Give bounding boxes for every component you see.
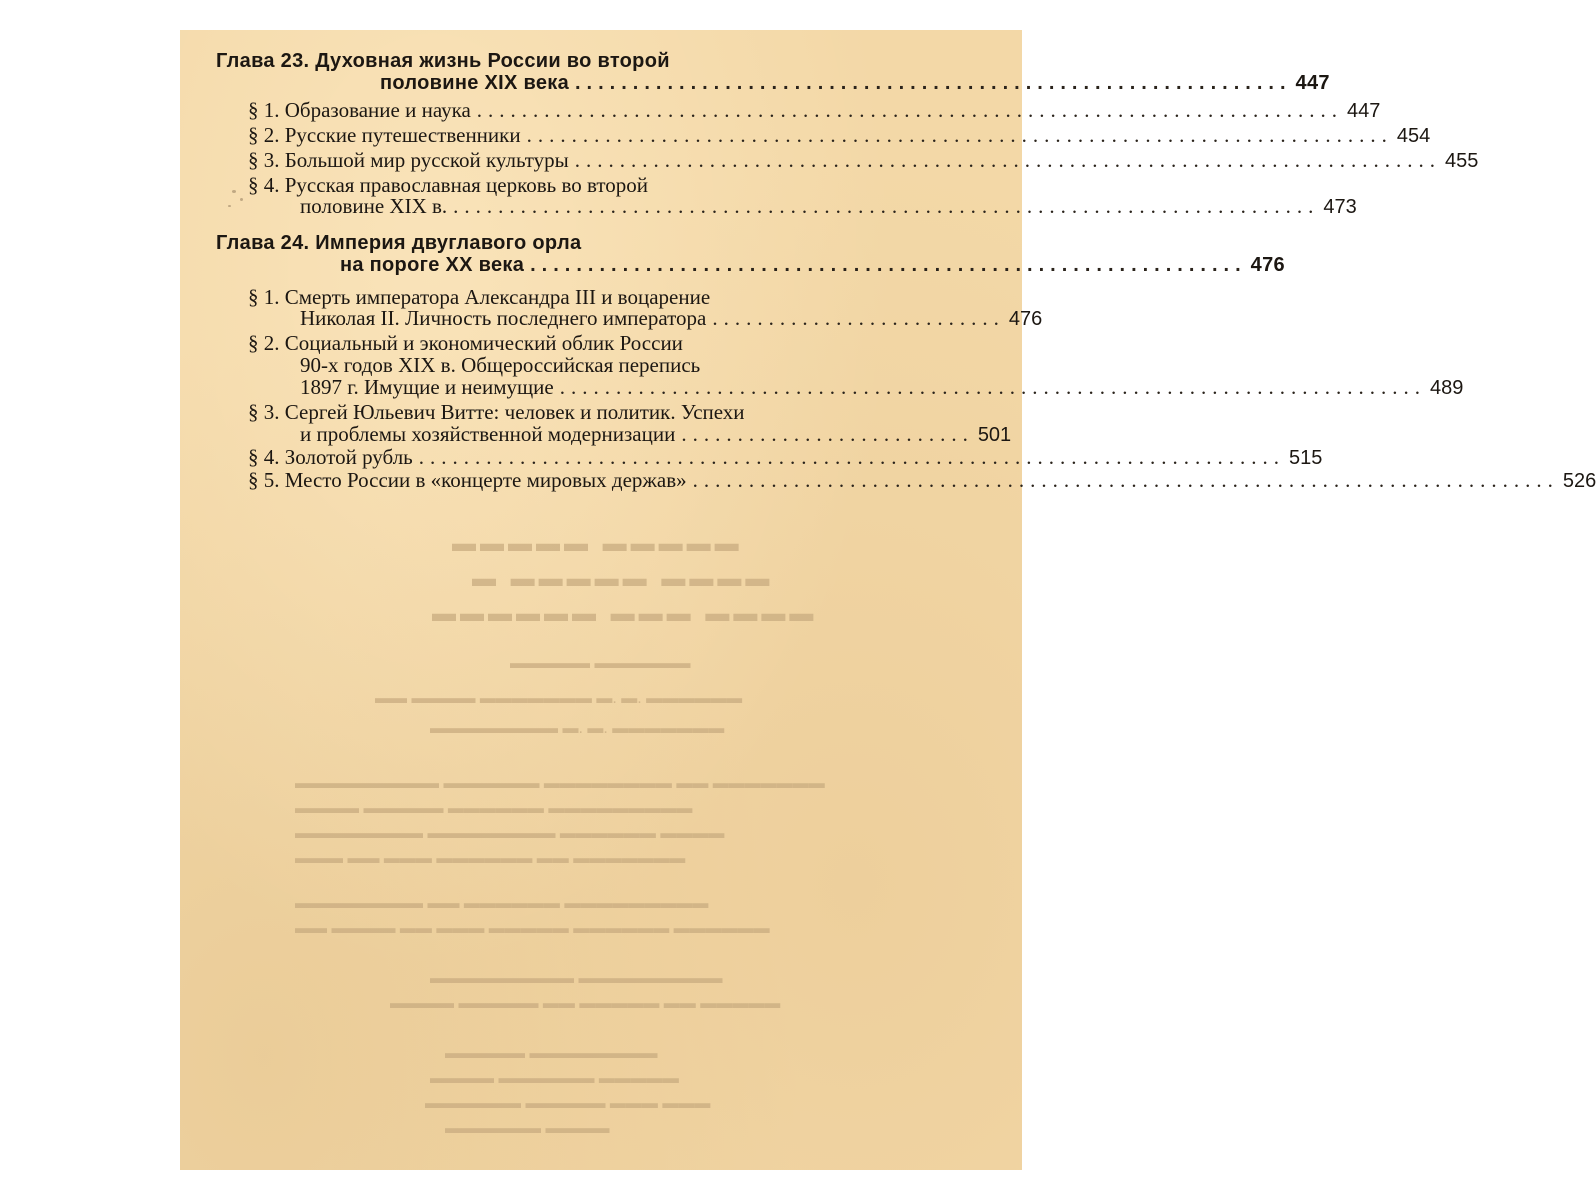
section-title-cont: Николая II. Личность последнего императора xyxy=(300,306,707,330)
chapter-23-title-line2: половине XIX века xyxy=(380,72,569,94)
section-title-cont: 1897 г. Имущие и неимущие xyxy=(300,375,554,399)
leader-dots: .............................................................. xyxy=(530,254,1247,276)
chapter-23-title-line1: Глава 23. Духовная жизнь России во второй xyxy=(216,50,670,72)
section-title: Русская православная церковь во второй xyxy=(284,173,649,197)
section-num: § 3. xyxy=(248,400,280,424)
leader-dots: ............................................................................. xyxy=(692,468,1559,492)
section-title: Сергей Юльевич Витте: человек и политик. Успехи xyxy=(284,400,745,424)
section-23-4-line2[interactable] xyxy=(300,193,1357,219)
section-23-3[interactable] xyxy=(248,147,1479,173)
leader-dots: ............................................................................. xyxy=(418,445,1285,469)
section-24-2-line3[interactable] xyxy=(300,374,1464,400)
chapter-24-entry[interactable] xyxy=(340,252,1285,278)
section-title-cont: половине XIX в. xyxy=(300,194,448,218)
section-title: Место России в «концерте мировых держав» xyxy=(284,468,687,492)
paper-speck xyxy=(232,190,236,193)
section-num: § 1. xyxy=(248,285,280,309)
section-title: Образование и наука xyxy=(284,98,471,122)
paper-speck xyxy=(240,198,243,201)
section-23-1[interactable] xyxy=(248,97,1381,123)
section-title: Большой мир русской культуры xyxy=(284,148,569,172)
page-number: 447 xyxy=(1347,100,1381,122)
section-num: § 4. xyxy=(248,173,280,197)
section-title: Смерть императора Александра III и воцарение xyxy=(284,285,711,309)
section-24-5[interactable] xyxy=(248,467,1596,493)
page-number: 454 xyxy=(1396,125,1431,147)
section-title-cont: и проблемы хозяйственной модернизации xyxy=(300,422,676,446)
page-number: 476 xyxy=(1250,254,1285,276)
page-number: 489 xyxy=(1429,377,1464,399)
leader-dots: ............................................................................. xyxy=(526,123,1393,147)
leader-dots: ............................................................................. xyxy=(559,375,1426,399)
chapter-23-entry[interactable] xyxy=(380,70,1330,96)
leader-dots: .......................... xyxy=(712,306,1005,330)
section-num: § 2. xyxy=(248,123,280,147)
page-number: 526 xyxy=(1562,470,1596,492)
leader-dots: ............................................................................. xyxy=(453,194,1320,218)
section-24-2-line2: 90-х годов XIX в. Общероссийская перепись xyxy=(300,353,701,377)
page-number: 476 xyxy=(1008,308,1043,330)
section-num: § 1. xyxy=(248,98,280,122)
page-number: 515 xyxy=(1289,447,1323,469)
section-num: § 3. xyxy=(248,148,280,172)
book-page: ▬▬▬▬▬ ▬▬▬▬▬ ▬ ▬▬▬▬▬ ▬▬▬▬ ▬▬▬▬▬▬ ▬▬▬ ▬▬▬▬ ▬▬▬▬▬ ▬▬▬▬▬▬ ▬▬ ▬▬▬▬ ▬▬▬▬▬▬▬ ▬. ▬. ▬▬▬▬▬▬ ▬▬▬▬▬▬▬▬ ▬. ▬. ▬▬▬▬▬▬▬ ▬▬▬▬▬▬▬▬▬ ▬▬▬▬▬▬ ▬▬▬▬▬▬▬▬ ▬▬ ▬▬▬▬▬▬▬ ▬▬▬▬ ▬▬▬▬▬ ▬▬▬▬▬▬ ▬▬▬▬▬▬▬▬▬ ▬▬▬▬▬▬▬▬ ▬▬▬▬▬▬▬▬ ▬▬▬▬▬▬ ▬▬▬▬ ▬▬▬ ▬▬ ▬▬▬ ▬▬▬▬▬▬ ▬▬ ▬▬▬▬▬▬▬ ▬▬▬▬▬▬▬▬ ▬▬ ▬▬▬▬▬▬ ▬▬▬▬▬▬▬▬▬ ▬▬ ▬▬▬▬ ▬▬ ▬▬▬ ▬▬▬▬▬ ▬▬▬▬▬▬ ▬▬▬▬▬▬ ▬▬▬▬▬▬▬▬▬ ▬▬▬▬▬▬▬▬▬ ▬▬▬▬ ▬▬▬▬▬ ▬▬ ▬▬▬▬▬ ▬▬ ▬▬▬▬▬ ▬▬▬▬▬ ▬▬▬▬▬▬▬▬ ▬▬▬▬ ▬▬▬▬▬▬ ▬▬▬▬▬ ▬▬▬▬▬▬ ▬▬▬▬▬ ▬▬▬ ▬▬▬ ▬▬▬▬▬▬ ▬▬▬▬ Глава 23. Духовная жизнь России во второй половине XIX века .............................................................. 447 § 1. Образование и наука ............................................................................. 447 § 2. Русские путешественники ............................................................................. 454 § 3. Большой мир русской культуры ............................................................................. 455 § 4. Русская православная церковь во второй половине XIX в. ............................................................................. 473 Глава 24. Империя двуглавого орла на пороге XX века .............................................................. 476 § 1. Смерть императора Александра III и воцарение Николая II. Личность последнего императора .......................... 476 § 2. Социальный и экономический облик России 90-х годов XIX в. Общероссийская перепись 1897 г. Имущие и неимущие ............................................................................. 489 § 3. Сергей Юльевич Витте: человек и политик. Успехи и проблемы хозяйственной модернизации .......................... 501 § 4. Золотой рубль ............................................................................. 515 § 5. Место России в «концерте мировых держав» ............................................................................. 526 xyxy=(180,30,1022,1170)
section-num: § 2. xyxy=(248,331,280,355)
leader-dots: .............................................................. xyxy=(575,72,1292,94)
leader-dots: ............................................................................. xyxy=(574,148,1442,172)
section-num: § 5. xyxy=(248,468,280,492)
section-23-2[interactable] xyxy=(248,122,1431,148)
leader-dots: ............................................................................. xyxy=(476,98,1344,122)
section-title: Русские путешественники xyxy=(284,123,521,147)
paper-speck xyxy=(228,205,231,207)
section-title: Социальный и экономический облик России xyxy=(284,331,683,355)
section-title: Золотой рубль xyxy=(284,445,413,469)
leader-dots: .......................... xyxy=(681,422,974,446)
page-number: 455 xyxy=(1445,150,1479,172)
chapter-24-title-line2: на пороге XX века xyxy=(340,254,525,276)
section-24-1-line2[interactable] xyxy=(300,305,1043,331)
chapter-24-title-line1: Глава 24. Империя двуглавого орла xyxy=(216,232,582,254)
page-number: 447 xyxy=(1295,72,1330,94)
page-number: 501 xyxy=(977,424,1012,446)
page-number: 473 xyxy=(1323,196,1357,218)
section-num: § 4. xyxy=(248,445,280,469)
